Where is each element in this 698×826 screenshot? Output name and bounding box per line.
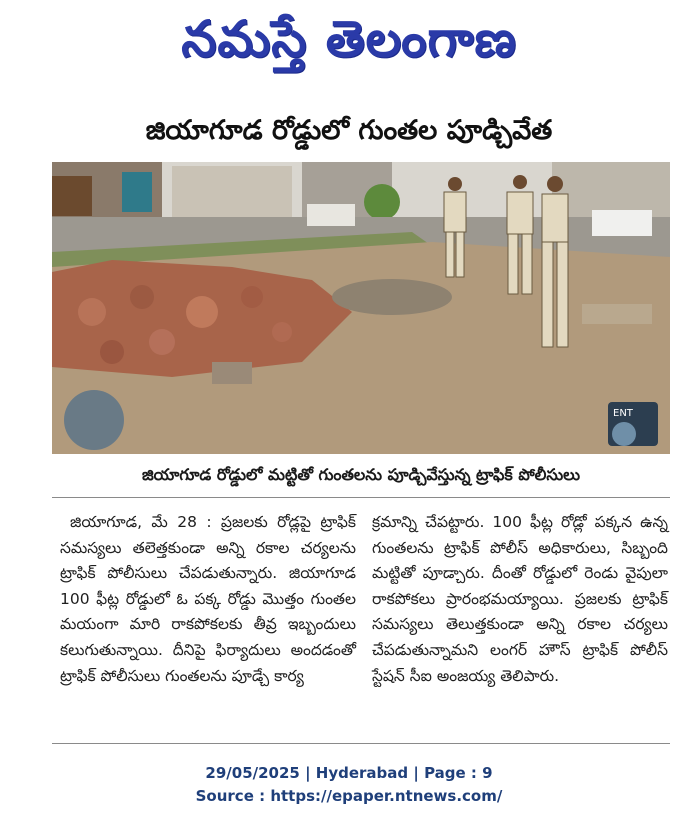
footer-divider: [52, 743, 670, 744]
masthead-title: నమస్తే తెలంగాణ: [181, 10, 517, 68]
article-photo: [52, 162, 670, 454]
photo-badge-text: ENT: [613, 408, 633, 419]
footer-dateline: 29/05/2025 | Hyderabad | Page : 9: [205, 764, 493, 782]
article-body-right: క్రమాన్ని చేపట్టారు. 100 ఫీట్ల రోడ్లో పక్కన ఉన్న గుంతలను ట్రాఫిక్ పోలీస్ అధికారులు, సిబ్బంది మట్టితో పూడ్చారు. దీంతో రోడ్డులో రెండు వైపులా రాకపోకలు ప్రారంభమయ్యాయి. ప్రజలకు ట్రాఫిక్ సమస్యలు తెలుత్తకుండా అన్ని రకాల చర్యలు చేపడుతున్నామని లంగర్ హౌస్ ట్రాఫిక్ పోలీస్ స్టేషన్ సీఐ అంజయ్య తెలిపారు.: [372, 513, 668, 685]
article-body-left: జియాగూడ, మే 28 : ప్రజలకు రోడ్లపై ట్రాఫిక్ సమస్యలు తలెత్తకుండా అన్ని రకాల చర్యలను ట్రాఫిక్ పోలీసులు చేపడుతున్నారు. జియాగూడ 100 ఫీట్ల రోడ్డులో ఓ పక్క రోడ్డు మొత్తం గుంతల మయంగా మారి రాకపోకలకు తీవ్ర ఇబ్బందులు కలుగుతున్నాయి. దీనిపై ఫిర్యాదులు అందడంతో ట్రాఫిక్ పోలీసులు గుంతలను పూడ్చే కార్య: [60, 513, 356, 685]
photo-caption: జియాగూడ రోడ్డులో మట్టితో గుంతలను పూడ్చివేస్తున్న ట్రాఫిక్ పోలీసులు: [141, 465, 580, 484]
article-headline: జియాగూడ రోడ్డులో గుంతల పూడ్చివేత: [145, 115, 553, 146]
footer-source: Source : https://epaper.ntnews.com/: [195, 787, 503, 805]
caption-divider: [52, 497, 670, 498]
